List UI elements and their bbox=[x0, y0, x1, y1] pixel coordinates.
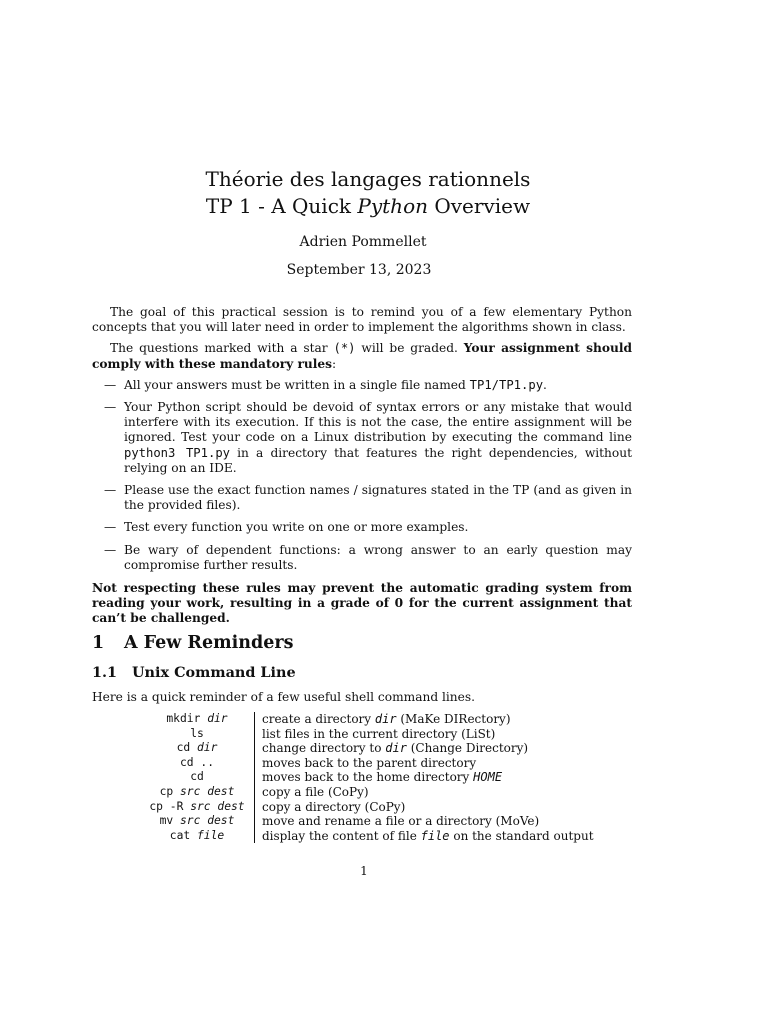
description-variable: dir bbox=[374, 712, 397, 726]
command-row bbox=[140, 770, 594, 785]
command-name: cd bbox=[190, 770, 204, 784]
code-command: python3 TP1.py bbox=[124, 445, 230, 460]
intro-paragraph: The goal of this practical session is to remind you of a few elementary Python concepts that you will later need in order to implement the algorithms shown in class. bbox=[92, 305, 632, 335]
command-cell bbox=[140, 741, 255, 756]
command-name: cd .. bbox=[179, 755, 214, 769]
command-cell bbox=[140, 814, 255, 829]
graded-paragraph: The questions marked with a star (*) will be graded. Your assignment should comply with these mandatory rules: bbox=[92, 341, 632, 371]
command-cell bbox=[140, 785, 255, 800]
command-cell bbox=[140, 712, 255, 727]
title-line-2: TP 1 - A Quick Python Overview bbox=[205, 194, 531, 218]
command-description: move and rename a file or a directory (MoVe) bbox=[262, 814, 540, 829]
command-description: copy a file (CoPy) bbox=[262, 784, 369, 799]
command-description: moves back to the home directory HOME bbox=[262, 770, 503, 785]
rule-item: — All your answers must be written in a single file named TP1/TP1.py. bbox=[104, 377, 547, 392]
command-name: ls bbox=[190, 726, 204, 740]
document-title bbox=[0, 166, 736, 220]
command-row bbox=[140, 741, 594, 756]
description-variable: dir bbox=[385, 741, 407, 756]
command-cell bbox=[140, 727, 255, 742]
command-argument: src dest bbox=[190, 799, 245, 813]
command-argument: file bbox=[197, 828, 225, 842]
command-row bbox=[140, 756, 594, 771]
command-cell bbox=[140, 800, 255, 815]
command-description: create a directory dir (MaKe DIRectory) bbox=[262, 712, 511, 726]
section-title: A Few Reminders bbox=[124, 633, 294, 653]
command-description: copy a directory (CoPy) bbox=[262, 799, 406, 814]
command-argument: src dest bbox=[180, 784, 235, 798]
commands-table bbox=[140, 712, 594, 843]
command-row bbox=[140, 712, 594, 727]
dash-bullet: — bbox=[104, 377, 117, 392]
command-row bbox=[140, 800, 594, 815]
command-row bbox=[140, 785, 594, 800]
dash-bullet: — bbox=[104, 542, 117, 557]
command-cell bbox=[140, 770, 255, 785]
rule-item: — Please use the exact function names / signatures stated in the TP (and as given in the provided files). bbox=[104, 483, 632, 513]
rules-list bbox=[92, 378, 632, 573]
command-row bbox=[140, 829, 594, 844]
description-variable: file bbox=[420, 828, 450, 843]
command-argument: dir bbox=[207, 712, 228, 725]
command-name: cp bbox=[159, 784, 174, 798]
command-description: display the content of file file on the standard output bbox=[262, 828, 594, 843]
description-variable: HOME bbox=[473, 770, 503, 785]
dash-bullet: — bbox=[104, 400, 117, 415]
code-filename: TP1/TP1.py bbox=[469, 377, 544, 392]
command-row bbox=[140, 727, 594, 742]
dash-bullet: — bbox=[104, 483, 117, 498]
command-name: cat bbox=[169, 828, 191, 842]
command-description: list files in the current directory (LiSt) bbox=[262, 726, 496, 741]
subsection-title: Unix Command Line bbox=[132, 664, 296, 681]
command-argument: dir bbox=[197, 741, 218, 755]
author: Adrien Pommellet bbox=[299, 234, 427, 250]
title-line-1: Théorie des langages rationnels bbox=[205, 167, 531, 191]
command-cell bbox=[140, 756, 255, 771]
mandatory-rules: Your assignment should comply with these mandatory rules bbox=[92, 341, 632, 371]
page-number: 1 bbox=[360, 864, 368, 878]
command-description: change directory to dir (Change Directory) bbox=[262, 741, 529, 756]
subsection-number: 1.1 bbox=[92, 664, 118, 681]
grading-warning: Not respecting these rules may prevent the automatic grading system from reading your work, resulting in a grade of 0 for the current assignment that can’t be challenged. bbox=[92, 581, 632, 626]
command-argument: src dest bbox=[180, 814, 235, 828]
command-description: moves back to the parent directory bbox=[262, 755, 477, 770]
title-python: Python bbox=[357, 194, 428, 218]
command-name: cp -R bbox=[149, 799, 184, 813]
rule-item: — Your Python script should be devoid of syntax errors or any mistake that would interfere with its execution. If this is not the case, the entire assignment will be ignored. Test your code on a Linux distribution by executing the command line python3 TP1.py in a directory that features the right dependencies, without relying on an IDE. bbox=[104, 400, 632, 475]
command-name: cd bbox=[176, 741, 191, 755]
commands-intro: Here is a quick reminder of a few useful shell command lines. bbox=[92, 690, 475, 704]
section-heading bbox=[92, 633, 293, 653]
date: September 13, 2023 bbox=[286, 262, 432, 278]
document-body bbox=[92, 305, 632, 627]
section-number: 1 bbox=[92, 633, 105, 653]
dash-bullet: — bbox=[104, 520, 117, 535]
command-name: mv bbox=[159, 814, 174, 828]
rule-item: — Test every function you write on one or more examples. bbox=[104, 520, 469, 535]
subsection-heading bbox=[92, 664, 296, 681]
rule-item: — Be wary of dependent functions: a wrong answer to an early question may compromise further results. bbox=[104, 542, 632, 572]
command-cell bbox=[140, 829, 255, 844]
star-marker: (*) bbox=[333, 341, 356, 356]
command-row bbox=[140, 814, 594, 829]
command-name: mkdir bbox=[166, 712, 201, 725]
